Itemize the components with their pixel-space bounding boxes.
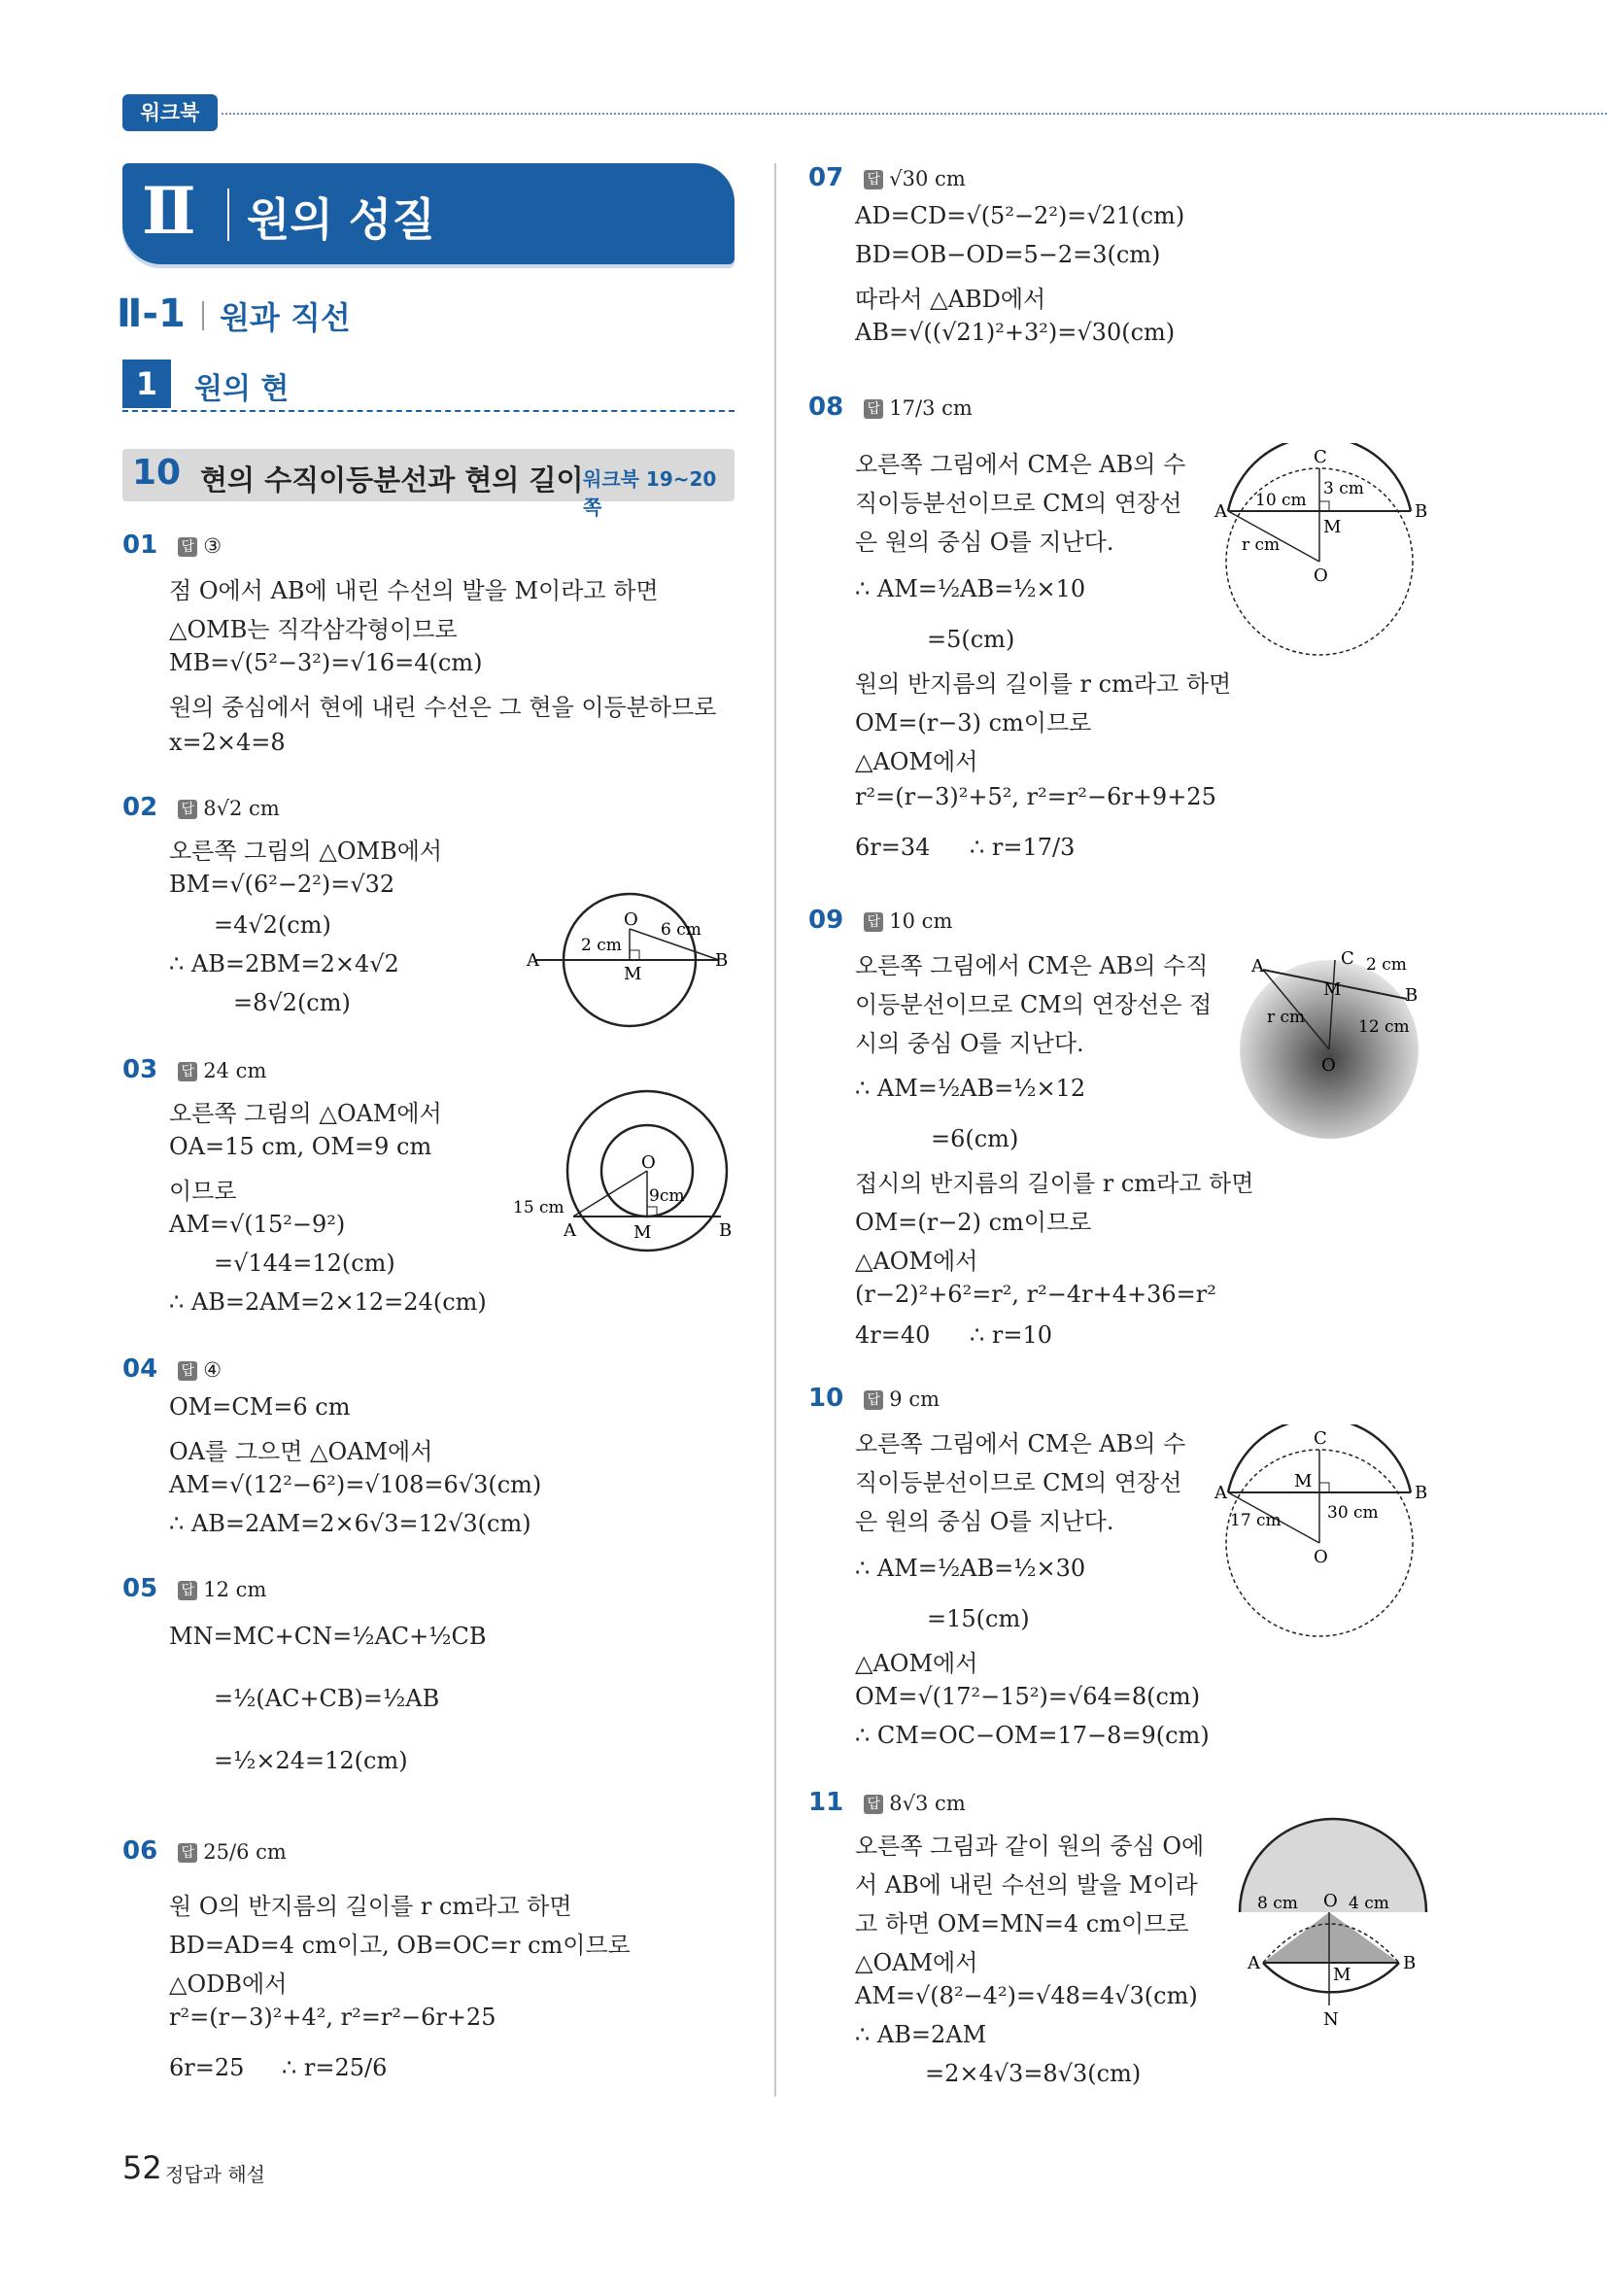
- line: 서 AB에 내린 수선의 발을 M이라: [855, 1871, 1198, 1899]
- line: BD=AD=4 cm이고, OB=OC=r cm이므로: [169, 1932, 631, 1959]
- line: OM=(r−2) cm이므로: [855, 1209, 1092, 1236]
- figure-10: [1211, 1424, 1444, 1638]
- lesson-reference: 워크북 19~20쪽: [583, 467, 717, 519]
- problem-01: [122, 531, 222, 560]
- chapter-banner: [122, 163, 735, 264]
- label-length: 8 cm: [1257, 1894, 1298, 1913]
- figure-03: [509, 1088, 742, 1253]
- label-M: M: [624, 964, 642, 984]
- line: 6r=34: [855, 834, 931, 861]
- line: ∴ r=17/3: [970, 834, 1076, 861]
- label-M: M: [1294, 1471, 1313, 1491]
- answer: 답 12 cm: [178, 1578, 266, 1601]
- header-dotted-line: [222, 113, 1607, 115]
- line: OM=CM=6 cm: [169, 1393, 351, 1421]
- label-C: C: [1314, 447, 1327, 467]
- label-B: B: [719, 1220, 733, 1241]
- answer: 답 17/3 cm: [864, 396, 973, 420]
- line: =6(cm): [931, 1125, 1019, 1152]
- line: 오른쪽 그림과 같이 원의 중심 O에: [855, 1833, 1205, 1860]
- line: =½(AC+CB)=½AB: [214, 1685, 440, 1712]
- line: 오른쪽 그림의 △OMB에서: [169, 838, 443, 865]
- line: △OAM에서: [855, 1949, 978, 1976]
- lesson-number: 10: [132, 453, 182, 493]
- section-title: 원과 직선: [220, 299, 351, 336]
- line: =√144=12(cm): [214, 1250, 395, 1277]
- label-M: M: [1323, 517, 1342, 537]
- problem-05: [122, 1574, 266, 1603]
- label-B: B: [1415, 501, 1428, 522]
- line: △OMB는 직각삼각형이므로: [169, 616, 458, 643]
- chapter-title: 원의 성질: [247, 193, 435, 246]
- label-O: O: [624, 909, 638, 930]
- label-O: O: [1314, 1547, 1328, 1567]
- figure-08: [1211, 443, 1444, 657]
- line: 오른쪽 그림에서 CM은 AB의 수직: [855, 952, 1209, 979]
- line: 원의 반지름의 길이를 r cm라고 하면: [855, 670, 1232, 698]
- lesson-header: [122, 449, 735, 519]
- chapter-number: Ⅱ: [142, 173, 190, 249]
- problem-number: 06: [122, 1836, 158, 1866]
- label-C: C: [1314, 1428, 1327, 1449]
- line: =2×4√3=8√3(cm): [925, 2060, 1142, 2087]
- arc-shape: [1263, 1963, 1399, 1992]
- label-length: 9cm: [649, 1186, 685, 1206]
- subsection-title: 원의 현: [194, 372, 290, 406]
- problem-02: [122, 793, 280, 822]
- label-C: C: [1341, 948, 1354, 969]
- line: AM=√(8²−4²)=√48=4√3(cm): [855, 1982, 1198, 2009]
- line: BD=OB−OD=5−2=3(cm): [855, 241, 1161, 268]
- problem-number: 02: [122, 793, 158, 822]
- column-divider: [774, 163, 776, 2097]
- label-O: O: [1321, 1055, 1336, 1076]
- line: ∴ AM=½AB=½×10: [855, 575, 1086, 602]
- label-M: M: [1333, 1965, 1351, 1985]
- line: BM=√(6²−2²)=√32: [169, 871, 395, 898]
- line: 직이등분선이므로 CM의 연장선: [855, 1469, 1182, 1496]
- page-number: 52: [122, 2149, 162, 2186]
- label-O: O: [1314, 565, 1328, 586]
- answer: 답 8√2 cm: [178, 797, 279, 820]
- line: 4r=40: [855, 1321, 931, 1349]
- line: 따라서 △ABD에서: [855, 286, 1046, 313]
- answer-badge-icon: 답: [178, 1361, 197, 1381]
- section-number: Ⅱ-1: [117, 291, 186, 336]
- line: △ODB에서: [169, 1970, 288, 1998]
- problem-11: [808, 1788, 966, 1817]
- line: OA=15 cm, OM=9 cm: [169, 1133, 432, 1160]
- answer-badge-icon: 답: [178, 537, 197, 557]
- label-length: 4 cm: [1349, 1894, 1389, 1913]
- line: △AOM에서: [855, 1650, 978, 1677]
- line: =4√2(cm): [214, 911, 331, 939]
- label-M: M: [633, 1222, 652, 1243]
- line: =5(cm): [927, 626, 1015, 653]
- label-A: A: [1214, 1483, 1227, 1503]
- problem-number: 07: [808, 163, 844, 192]
- problem-number: 11: [808, 1788, 844, 1817]
- line: 이므로: [169, 1178, 237, 1205]
- label-length: r cm: [1267, 1008, 1306, 1027]
- line: ∴ r=10: [970, 1321, 1053, 1349]
- line: ∴ AB=2BM=2×4√2: [169, 950, 399, 977]
- label-length: 15 cm: [513, 1198, 564, 1217]
- label-length: 17 cm: [1230, 1511, 1282, 1530]
- problem-number: 05: [122, 1574, 158, 1603]
- answer-badge-icon: 답: [864, 1795, 883, 1814]
- problem-number: 08: [808, 393, 844, 422]
- line: 이등분선이므로 CM의 연장선은 접: [855, 991, 1213, 1018]
- line: 6r=25: [169, 2054, 245, 2081]
- problem-number: 04: [122, 1354, 158, 1384]
- label-A: A: [1251, 956, 1264, 977]
- label-length: r cm: [1242, 535, 1281, 555]
- line: AM=√(15²−9²): [169, 1211, 346, 1238]
- line: ∴ AB=2AM: [855, 2021, 987, 2048]
- line: ∴ r=25/6: [282, 2054, 388, 2081]
- line: =8√2(cm): [233, 989, 351, 1016]
- right-angle-mark: [630, 950, 639, 960]
- label-O: O: [641, 1152, 656, 1173]
- right-angle-mark: [1319, 1483, 1329, 1492]
- answer-badge-icon: 답: [864, 912, 883, 932]
- line: =½×24=12(cm): [214, 1747, 408, 1774]
- label-M: M: [1323, 979, 1342, 1000]
- triangle-shape: [1263, 1912, 1399, 1963]
- problem-number: 03: [122, 1055, 158, 1084]
- label-length: 12 cm: [1358, 1017, 1410, 1037]
- line: 은 원의 중심 O를 지난다.: [855, 1508, 1114, 1535]
- line: ∴ AB=2AM=2×6√3=12√3(cm): [169, 1510, 531, 1537]
- figure-11: [1228, 1817, 1446, 2031]
- line: △AOM에서: [855, 748, 978, 775]
- label-A: A: [1214, 501, 1227, 522]
- problem-number: 10: [808, 1384, 844, 1413]
- line: MB=√(5²−3²)=√16=4(cm): [169, 649, 483, 676]
- chapter-divider: [227, 188, 229, 241]
- problem-04: [122, 1354, 222, 1384]
- footer-text: 정답과 해설: [165, 2163, 265, 2186]
- answer: 답 ④: [178, 1358, 222, 1382]
- section-divider: [202, 301, 204, 330]
- line: OM=(r−3) cm이므로: [855, 709, 1092, 737]
- label-N: N: [1323, 2009, 1339, 2030]
- problem-number: 01: [122, 531, 158, 560]
- label-length: 30 cm: [1327, 1503, 1379, 1523]
- line: OA를 그으면 △OAM에서: [169, 1438, 433, 1465]
- lesson-title: 현의 수직이등분선과 현의 길이: [200, 463, 584, 497]
- line: 은 원의 중심 O를 지난다.: [855, 529, 1114, 556]
- line: 오른쪽 그림에서 CM은 AB의 수: [855, 1430, 1186, 1457]
- label-B: B: [1415, 1483, 1428, 1503]
- label-B: B: [1405, 985, 1419, 1006]
- line: r²=(r−3)²+5², r²=r²−6r+9+25: [855, 783, 1216, 810]
- figure-09: [1234, 944, 1444, 1139]
- answer-badge-icon: 답: [178, 800, 197, 819]
- line: ∴ AM=½AB=½×30: [855, 1555, 1086, 1582]
- line: 고 하면 OM=MN=4 cm이므로: [855, 1910, 1189, 1937]
- answer: 답 8√3 cm: [864, 1792, 965, 1815]
- label-length: 6 cm: [661, 920, 701, 940]
- line: =15(cm): [927, 1605, 1030, 1632]
- line: ∴ AM=½AB=½×12: [855, 1075, 1086, 1102]
- answer-badge-icon: 답: [864, 1390, 883, 1410]
- line: 점 O에서 AB에 내린 수선의 발을 M이라고 하면: [169, 577, 659, 604]
- line: 오른쪽 그림에서 CM은 AB의 수: [855, 451, 1186, 478]
- label-length: 2 cm: [581, 936, 622, 955]
- answer: 답 ③: [178, 534, 222, 558]
- label-length: 10 cm: [1255, 491, 1307, 510]
- problem-07: [808, 163, 966, 192]
- line: ∴ CM=OC−OM=17−8=9(cm): [855, 1722, 1210, 1749]
- label-B: B: [715, 950, 729, 971]
- problem-10: [808, 1384, 940, 1413]
- answer: 답 9 cm: [864, 1388, 940, 1411]
- right-angle-mark: [1319, 501, 1329, 511]
- line: MN=MC+CN=½AC+½CB: [169, 1623, 487, 1650]
- answer-badge-icon: 답: [178, 1062, 197, 1081]
- problem-03: [122, 1055, 266, 1084]
- line: 시의 중심 O를 지난다.: [855, 1030, 1084, 1057]
- answer: 답 √30 cm: [864, 167, 965, 190]
- answer-badge-icon: 답: [864, 170, 883, 189]
- line: 원 O의 반지름의 길이를 r cm라고 하면: [169, 1893, 572, 1920]
- problem-06: [122, 1836, 287, 1866]
- label-B: B: [1403, 1953, 1417, 1973]
- line: x=2×4=8: [169, 729, 286, 756]
- problem-09: [808, 906, 952, 935]
- label-length: 2 cm: [1366, 955, 1407, 975]
- line: AD=CD=√(5²−2²)=√21(cm): [855, 202, 1185, 229]
- label-A: A: [1248, 1953, 1260, 1973]
- line: (r−2)²+6²=r², r²−4r+4+36=r²: [855, 1281, 1216, 1308]
- answer-badge-icon: 답: [178, 1581, 197, 1600]
- subsection-underline: [122, 410, 735, 412]
- problem-number: 09: [808, 906, 844, 935]
- subsection-number: 1: [122, 360, 171, 408]
- label-A: A: [564, 1220, 576, 1241]
- line: OM=√(17²−15²)=√64=8(cm): [855, 1683, 1201, 1710]
- line: AM=√(12²−6²)=√108=6√3(cm): [169, 1471, 542, 1498]
- line: r²=(r−3)²+4², r²=r²−6r+25: [169, 2004, 496, 2031]
- figure-02: [525, 874, 738, 1030]
- answer: 답 25/6 cm: [178, 1840, 287, 1864]
- problem-08: [808, 393, 973, 422]
- label-O: O: [1323, 1891, 1338, 1911]
- label-length: 3 cm: [1323, 479, 1364, 498]
- radius-line: [573, 1171, 647, 1217]
- line: ∴ AB=2AM=2×12=24(cm): [169, 1288, 487, 1316]
- label-A: A: [527, 950, 539, 971]
- answer: 답 10 cm: [864, 909, 952, 933]
- answer-badge-icon: 답: [864, 399, 883, 419]
- answer-badge-icon: 답: [178, 1843, 197, 1863]
- line: △AOM에서: [855, 1248, 978, 1275]
- line: 접시의 반지름의 길이를 r cm라고 하면: [855, 1170, 1254, 1197]
- line: 오른쪽 그림의 △OAM에서: [169, 1100, 442, 1127]
- line: AB=√((√21)²+3²)=√30(cm): [855, 319, 1176, 346]
- workbook-tag: 워크북: [122, 94, 218, 131]
- answer: 답 24 cm: [178, 1059, 266, 1082]
- line: 직이등분선이므로 CM의 연장선: [855, 490, 1182, 517]
- line: 원의 중심에서 현에 내린 수선은 그 현을 이등분하므로: [169, 694, 717, 721]
